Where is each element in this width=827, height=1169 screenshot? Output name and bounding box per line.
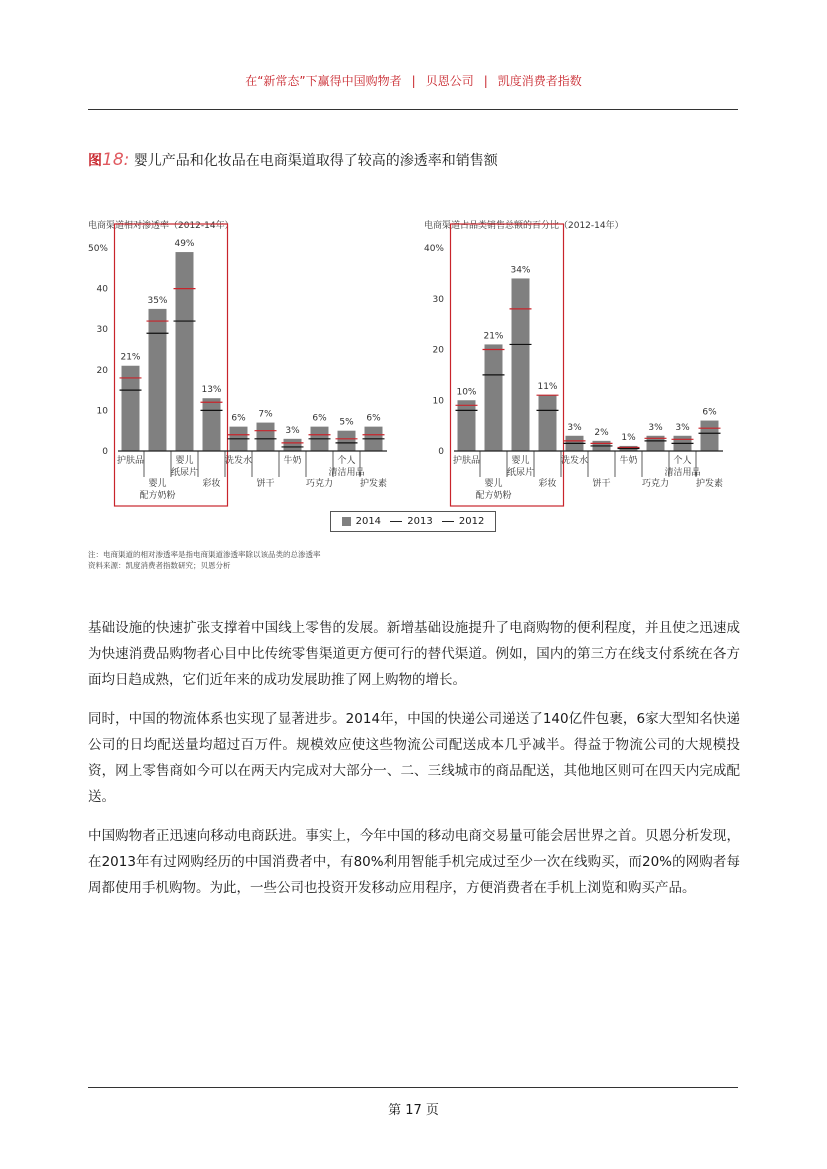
category-label: 护肤品: [116, 456, 145, 466]
bar: [512, 278, 530, 451]
data-label: 7%: [258, 409, 273, 420]
data-label: 11%: [537, 382, 558, 393]
y-tick-label: 0: [438, 447, 444, 457]
category-label: 护肤品: [452, 456, 481, 466]
bar: [284, 439, 302, 451]
header-separator: |: [483, 74, 488, 88]
category-label: 清洁用品: [328, 468, 365, 478]
figure-caption: 婴儿产品和化妆品在电商渠道取得了较高的渗透率和销售额: [133, 153, 498, 169]
y-tick-label: 30: [432, 294, 444, 305]
body-paragraph: 同时，中国的物流体系也实现了显著进步。2014年，中国的快递公司递送了140亿件包裹，6家大型知名快递公司的日均配送量均超过百万件。规模效应使这些物流公司配送成本几乎减半。得益于物流公司的大规模投资，网上零售商如今可以在两天内完成对大部分一、二、三线城市的商品配送，其他地区则可在四天内完成配送。: [88, 711, 740, 805]
y-tick-label: 10: [96, 406, 108, 417]
data-label: 49%: [174, 239, 195, 250]
category-label: 护发素: [359, 479, 388, 489]
penetration-chart: [86, 214, 396, 510]
category-label: 洗发水: [560, 456, 589, 466]
sales-share-chart: [422, 214, 732, 510]
y-tick-label: 20: [432, 345, 444, 356]
category-label: 彩妆: [202, 479, 221, 489]
data-label: 35%: [147, 295, 168, 306]
data-label: 21%: [483, 331, 504, 342]
running-header: [0, 72, 827, 89]
category-label: 巧克力: [641, 479, 670, 489]
category-label: 清洁用品: [664, 468, 701, 478]
category-label: 饼干: [592, 479, 611, 489]
header-rule: [88, 109, 738, 110]
bar: [176, 252, 194, 451]
legend-item-2013: [390, 516, 432, 527]
category-label: 配方奶粉: [139, 491, 176, 501]
chart-title: 电商渠道相对渗透率（2012-14年）: [88, 221, 234, 231]
legend-swatch-line: [442, 521, 454, 522]
bar: [701, 421, 719, 451]
bar: [122, 366, 140, 451]
body-paragraph: 中国购物者正迅速向移动电商跃进。事实上，今年中国的移动电商交易量可能会居世界之首。贝恩分析发现，在2013年有过网购经历的中国消费者中，有80%利用智能手机完成过至少一次在线购买，而20%的网购者每周都使用手机购物。为此，一些公司也投资开发移动应用程序，方便消费者在手机上浏览和购买产品。: [88, 828, 740, 896]
chart-source: 资料来源：凯度消费者指数研究；贝恩分析: [88, 561, 231, 570]
y-tick-label: 40%: [423, 244, 444, 254]
category-label: 婴儿: [175, 456, 194, 466]
data-label: 3%: [567, 422, 582, 433]
data-label: 6%: [312, 413, 327, 424]
category-label: 饼干: [256, 479, 275, 489]
data-label: 3%: [648, 422, 663, 433]
category-label: 婴儿: [148, 479, 167, 489]
data-label: 2%: [594, 427, 609, 438]
footer-rule: [88, 1087, 738, 1088]
data-label: 5%: [339, 417, 354, 428]
data-label: 13%: [201, 385, 222, 396]
figure-number: 18:: [102, 150, 130, 170]
bar: [149, 309, 167, 451]
legend-item-2012: [442, 516, 484, 527]
bar: [338, 431, 356, 451]
y-tick-label: 10: [432, 396, 444, 407]
y-tick-label: 0: [102, 447, 108, 457]
category-label: 纸尿片: [506, 468, 535, 478]
legend-swatch-line: [390, 521, 402, 522]
category-label: 护发素: [695, 479, 724, 489]
body-paragraph: 基础设施的快速扩张支撑着中国线上零售的发展。新增基础设施提升了电商购物的便利程度，并且使之迅速成为快速消费品购物者心目中比传统零售渠道更方便可行的替代渠道。例如，国内的第三方在线支付系统在各方面均日趋成熟，它们近年来的成功发展助推了网上购物的增长。: [88, 620, 740, 688]
data-label: 6%: [366, 413, 381, 424]
data-label: 6%: [231, 413, 246, 424]
bar: [257, 423, 275, 451]
data-label: 21%: [120, 352, 141, 363]
category-label: 牛奶: [283, 456, 302, 466]
y-tick-label: 30: [96, 325, 108, 336]
category-label: 配方奶粉: [475, 491, 512, 501]
data-label: 6%: [702, 407, 717, 418]
legend-item-2014: [342, 516, 381, 527]
category-label: 彩妆: [538, 479, 557, 489]
legend-swatch-bar: [342, 517, 351, 526]
y-tick-label: 20: [96, 365, 108, 376]
y-tick-label: 50%: [87, 244, 108, 254]
bar: [485, 344, 503, 451]
bar: [203, 398, 221, 451]
header-separator: |: [411, 74, 416, 88]
category-label: 婴儿: [484, 479, 503, 489]
legend-label: 2014: [355, 516, 382, 527]
category-label: 巧克力: [305, 479, 334, 489]
bar: [458, 400, 476, 451]
category-label: 牛奶: [619, 456, 638, 466]
chart-title: 电商渠道占品类销售总额的百分比（2012-14年）: [424, 221, 624, 231]
bar: [539, 395, 557, 451]
header-report-title: 在“新常态”下赢得中国购物者: [245, 74, 402, 88]
figure-title: [88, 150, 498, 170]
category-label: 婴儿: [511, 456, 530, 466]
page-number: 第 17 页: [388, 1103, 439, 1118]
category-label: 个人: [673, 456, 692, 466]
category-label: 洗发水: [224, 456, 253, 466]
chart-note: 注：电商渠道的相对渗透率是指电商渠道渗透率除以该品类的总渗透率: [88, 550, 321, 559]
header-partner: 凯度消费者指数: [497, 74, 582, 88]
data-label: 34%: [510, 265, 531, 276]
chart-notes: [88, 549, 321, 571]
legend-label: 2013: [407, 516, 433, 527]
category-label: 纸尿片: [170, 468, 199, 478]
y-tick-label: 40: [96, 284, 108, 295]
chart-legend: [330, 511, 496, 532]
figure-label: 图: [88, 153, 102, 169]
data-label: 3%: [285, 425, 300, 436]
data-label: 3%: [675, 422, 690, 433]
data-label: 1%: [621, 432, 636, 443]
data-label: 10%: [456, 387, 477, 398]
legend-label: 2012: [458, 516, 485, 527]
header-company: 贝恩公司: [425, 74, 474, 88]
category-label: 个人: [337, 456, 356, 466]
